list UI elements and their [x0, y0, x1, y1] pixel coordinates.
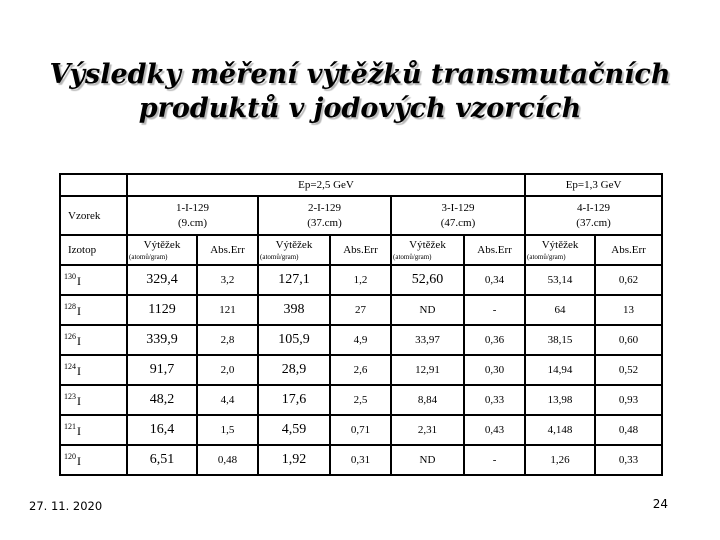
sample-depth: (9.cm) [177, 216, 207, 229]
yield-cell: 48,2 [127, 385, 197, 415]
yield-cell: 339,9 [127, 325, 197, 355]
sample-name: 2-I-129 [308, 201, 341, 214]
sample-header [525, 196, 662, 235]
isotope-cell [60, 415, 127, 445]
energy-header-2-5: Ep=2,5 GeV [127, 174, 525, 196]
abs-err-cell: 0,33 [595, 445, 662, 475]
isotope-element: I [77, 423, 81, 438]
isotope-mass-number: 123 [64, 391, 76, 401]
abs-err-cell: 0,36 [464, 325, 525, 355]
footer-date: 27. 11. 2020 [29, 499, 103, 513]
sample-header [391, 196, 525, 235]
abs-err-cell: 0,48 [197, 445, 258, 475]
abs-err-cell: 27 [330, 295, 391, 325]
abs-err-cell: - [464, 445, 525, 475]
table-row [60, 325, 662, 355]
yield-cell: 16,4 [127, 415, 197, 445]
yield-cell: 1,26 [525, 445, 595, 475]
yield-cell: 12,91 [391, 355, 464, 385]
yield-cell: 4,148 [525, 415, 595, 445]
isotope-element: I [77, 303, 81, 318]
abs-err-cell: 0,52 [595, 355, 662, 385]
yield-cell: ND [391, 445, 464, 475]
unit-label: (atomů/gram) [260, 253, 299, 261]
isotope-cell [60, 445, 127, 475]
table-row [60, 385, 662, 415]
row-label-isotope: Izotop [60, 235, 127, 265]
isotope-mass-number: 128 [64, 301, 76, 311]
sample-depth: (47.cm) [440, 216, 476, 229]
isotope-mass-number: 126 [64, 331, 76, 341]
yield-header [127, 235, 197, 265]
slide-title-line-1: Výsledky měření výtěžků transmutačních [49, 59, 671, 90]
table-row [60, 265, 662, 295]
abs-err-cell: 2,6 [330, 355, 391, 385]
abs-err-cell: 0,34 [464, 265, 525, 295]
yield-cell: 52,60 [391, 265, 464, 295]
isotope-mass-number: 130 [64, 271, 76, 281]
isotope-element: I [77, 333, 81, 348]
yield-cell: 38,15 [525, 325, 595, 355]
isotope-cell [60, 265, 127, 295]
isotope-cell [60, 355, 127, 385]
abs-err-header: Abs.Err [595, 235, 662, 265]
sample-depth: (37.cm) [576, 216, 611, 229]
yield-header-label: Výtěžek [143, 239, 181, 251]
abs-err-cell: 1,2 [330, 265, 391, 295]
empty-corner-cell [60, 174, 127, 196]
yield-cell: 91,7 [127, 355, 197, 385]
table-row [60, 445, 662, 475]
yield-cell: 64 [525, 295, 595, 325]
abs-err-cell: 0,93 [595, 385, 662, 415]
row-label-sample: Vzorek [60, 196, 127, 235]
abs-err-cell: - [464, 295, 525, 325]
isotope-element: I [77, 393, 81, 408]
yield-cell: 1,92 [258, 445, 330, 475]
abs-err-cell: 0,30 [464, 355, 525, 385]
yield-header [391, 235, 464, 265]
unit-label: (atomů/gram) [527, 253, 566, 261]
abs-err-cell: 121 [197, 295, 258, 325]
yield-cell: 13,98 [525, 385, 595, 415]
abs-err-cell: 0,60 [595, 325, 662, 355]
yield-header [258, 235, 330, 265]
sample-name: 3-I-129 [441, 201, 475, 214]
yield-header-label: Výtěžek [409, 239, 446, 251]
yield-cell: 53,14 [525, 265, 595, 295]
yield-cell: 17,6 [258, 385, 330, 415]
sample-depth: (37.cm) [307, 216, 342, 229]
unit-label: (atomů/gram) [129, 253, 168, 261]
sample-header [258, 196, 391, 235]
abs-err-cell: 4,4 [197, 385, 258, 415]
abs-err-cell: 0,62 [595, 265, 662, 295]
yield-cell: 14,94 [525, 355, 595, 385]
energy-header-row [60, 174, 662, 196]
yield-header-label: Výtěžek [275, 239, 313, 251]
isotope-cell [60, 385, 127, 415]
isotope-element: I [77, 363, 81, 378]
abs-err-cell: 3,2 [197, 265, 258, 295]
abs-err-cell: 13 [595, 295, 662, 325]
slide-title [0, 58, 720, 126]
sample-name: 1-I-129 [176, 201, 209, 214]
isotope-element: I [77, 453, 81, 468]
yield-cell: 33,97 [391, 325, 464, 355]
abs-err-cell: 0,31 [330, 445, 391, 475]
table-row [60, 295, 662, 325]
sample-name: 4-I-129 [577, 201, 611, 214]
abs-err-cell: 2,8 [197, 325, 258, 355]
yields-table [59, 173, 663, 476]
yield-cell: 1129 [127, 295, 197, 325]
slide-title-line-2: produktů v jodových vzorcích [138, 93, 582, 124]
isotope-cell [60, 295, 127, 325]
isotope-element: I [77, 273, 81, 288]
abs-err-cell: 2,5 [330, 385, 391, 415]
abs-err-cell: 0,48 [595, 415, 662, 445]
yield-cell: 2,31 [391, 415, 464, 445]
column-header-row [60, 235, 662, 265]
yield-cell: 6,51 [127, 445, 197, 475]
abs-err-cell: 1,5 [197, 415, 258, 445]
isotope-mass-number: 121 [64, 421, 76, 431]
abs-err-cell: 2,0 [197, 355, 258, 385]
yield-cell: 4,59 [258, 415, 330, 445]
table-row [60, 355, 662, 385]
yield-cell: 28,9 [258, 355, 330, 385]
abs-err-cell: 0,33 [464, 385, 525, 415]
abs-err-cell: 4,9 [330, 325, 391, 355]
abs-err-header: Abs.Err [330, 235, 391, 265]
yield-cell: ND [391, 295, 464, 325]
abs-err-cell: 0,71 [330, 415, 391, 445]
sample-header-row [60, 196, 662, 235]
sample-header [127, 196, 258, 235]
yield-cell: 127,1 [258, 265, 330, 295]
table-row [60, 415, 662, 445]
yield-cell: 8,84 [391, 385, 464, 415]
yield-cell: 398 [258, 295, 330, 325]
yield-cell: 329,4 [127, 265, 197, 295]
isotope-mass-number: 124 [64, 361, 76, 371]
yield-cell: 105,9 [258, 325, 330, 355]
abs-err-header: Abs.Err [464, 235, 525, 265]
yield-header [525, 235, 595, 265]
energy-header-1-3: Ep=1,3 GeV [525, 174, 662, 196]
unit-label: (atomů/gram) [393, 253, 432, 261]
abs-err-header: Abs.Err [197, 235, 258, 265]
isotope-mass-number: 120 [64, 451, 76, 461]
isotope-cell [60, 325, 127, 355]
yield-header-label: Výtěžek [541, 239, 579, 251]
abs-err-cell: 0,43 [464, 415, 525, 445]
page-number: 24 [652, 497, 668, 511]
